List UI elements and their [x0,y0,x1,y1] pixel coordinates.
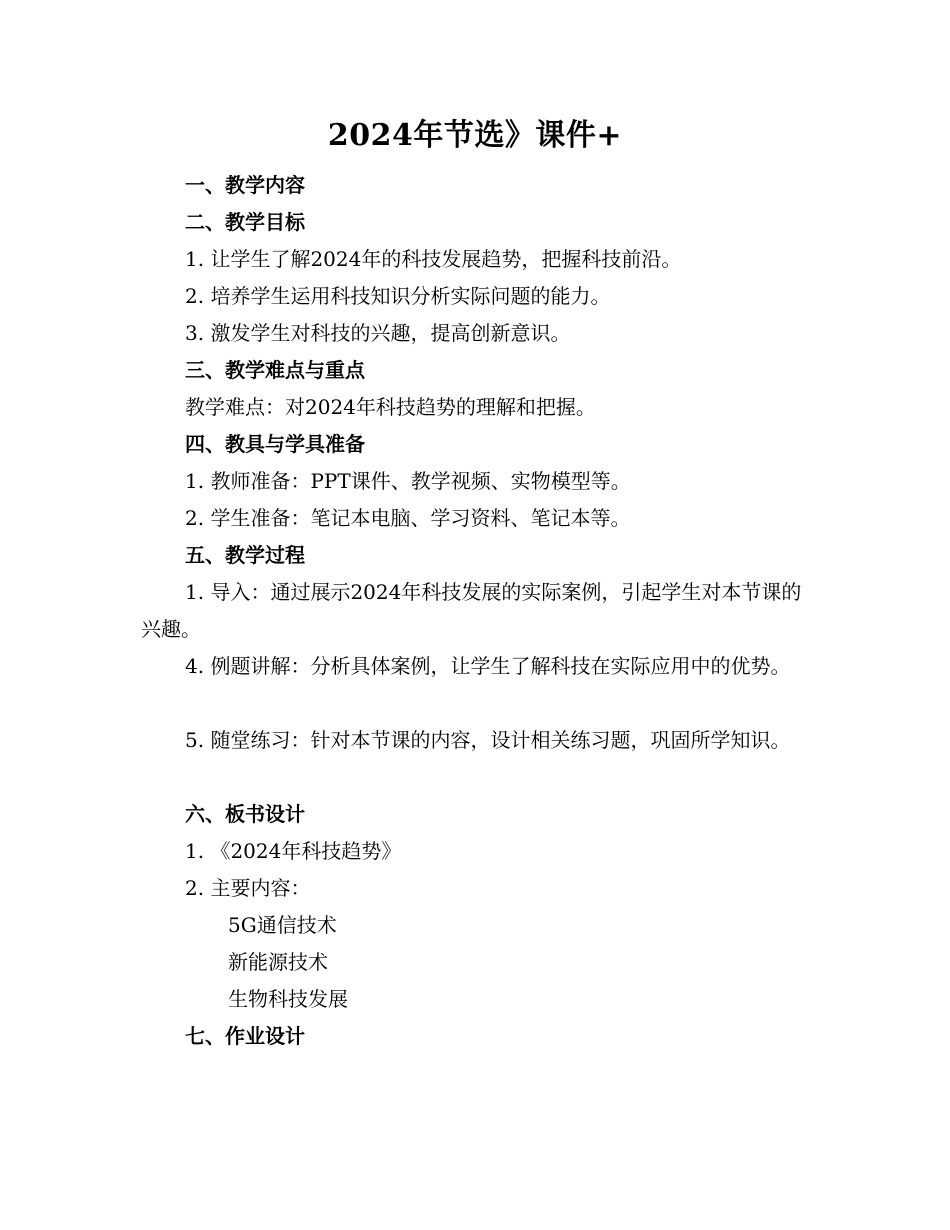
board-subitem: 5G通信技术 [228,913,337,937]
board-item: 1. 《2024年科技趋势》 [185,839,402,863]
document-title: 2024年节选》课件+ [327,118,623,153]
objective-item: 3. 激发学生对科技的兴趣，提高创新意识。 [185,321,571,345]
board-item: 2. 主要内容： [185,876,311,900]
section-heading-content: 一、教学内容 [185,173,305,197]
section-heading-homework: 七、作业设计 [185,1024,305,1048]
board-subitem: 生物科技发展 [228,987,348,1011]
objective-item: 1. 让学生了解2024年的科技发展趋势，把握科技前沿。 [185,247,682,271]
board-subitem: 新能源技术 [228,950,328,974]
section-heading-materials: 四、教具与学具准备 [185,432,365,456]
section-heading-process: 五、教学过程 [185,543,305,567]
process-item: 5. 随堂练习：针对本节课的内容，设计相关练习题，巩固所学知识。 [185,728,791,752]
difficulty-text: 教学难点：对2024年科技趋势的理解和把握。 [185,395,596,419]
materials-item: 1. 教师准备：PPT课件、教学视频、实物模型等。 [185,469,631,493]
section-heading-board-design: 六、板书设计 [185,802,305,826]
materials-item: 2. 学生准备：笔记本电脑、学习资料、笔记本等。 [185,506,631,530]
section-heading-difficulties: 三、教学难点与重点 [185,358,365,382]
objective-item: 2. 培养学生运用科技知识分析实际问题的能力。 [185,284,611,308]
process-item: 1. 导入：通过展示2024年科技发展的实际案例，引起学生对本节课的兴趣。 [141,580,802,641]
section-heading-objectives: 二、教学目标 [185,210,305,234]
process-item: 4. 例题讲解：分析具体案例，让学生了解科技在实际应用中的优势。 [185,654,791,678]
